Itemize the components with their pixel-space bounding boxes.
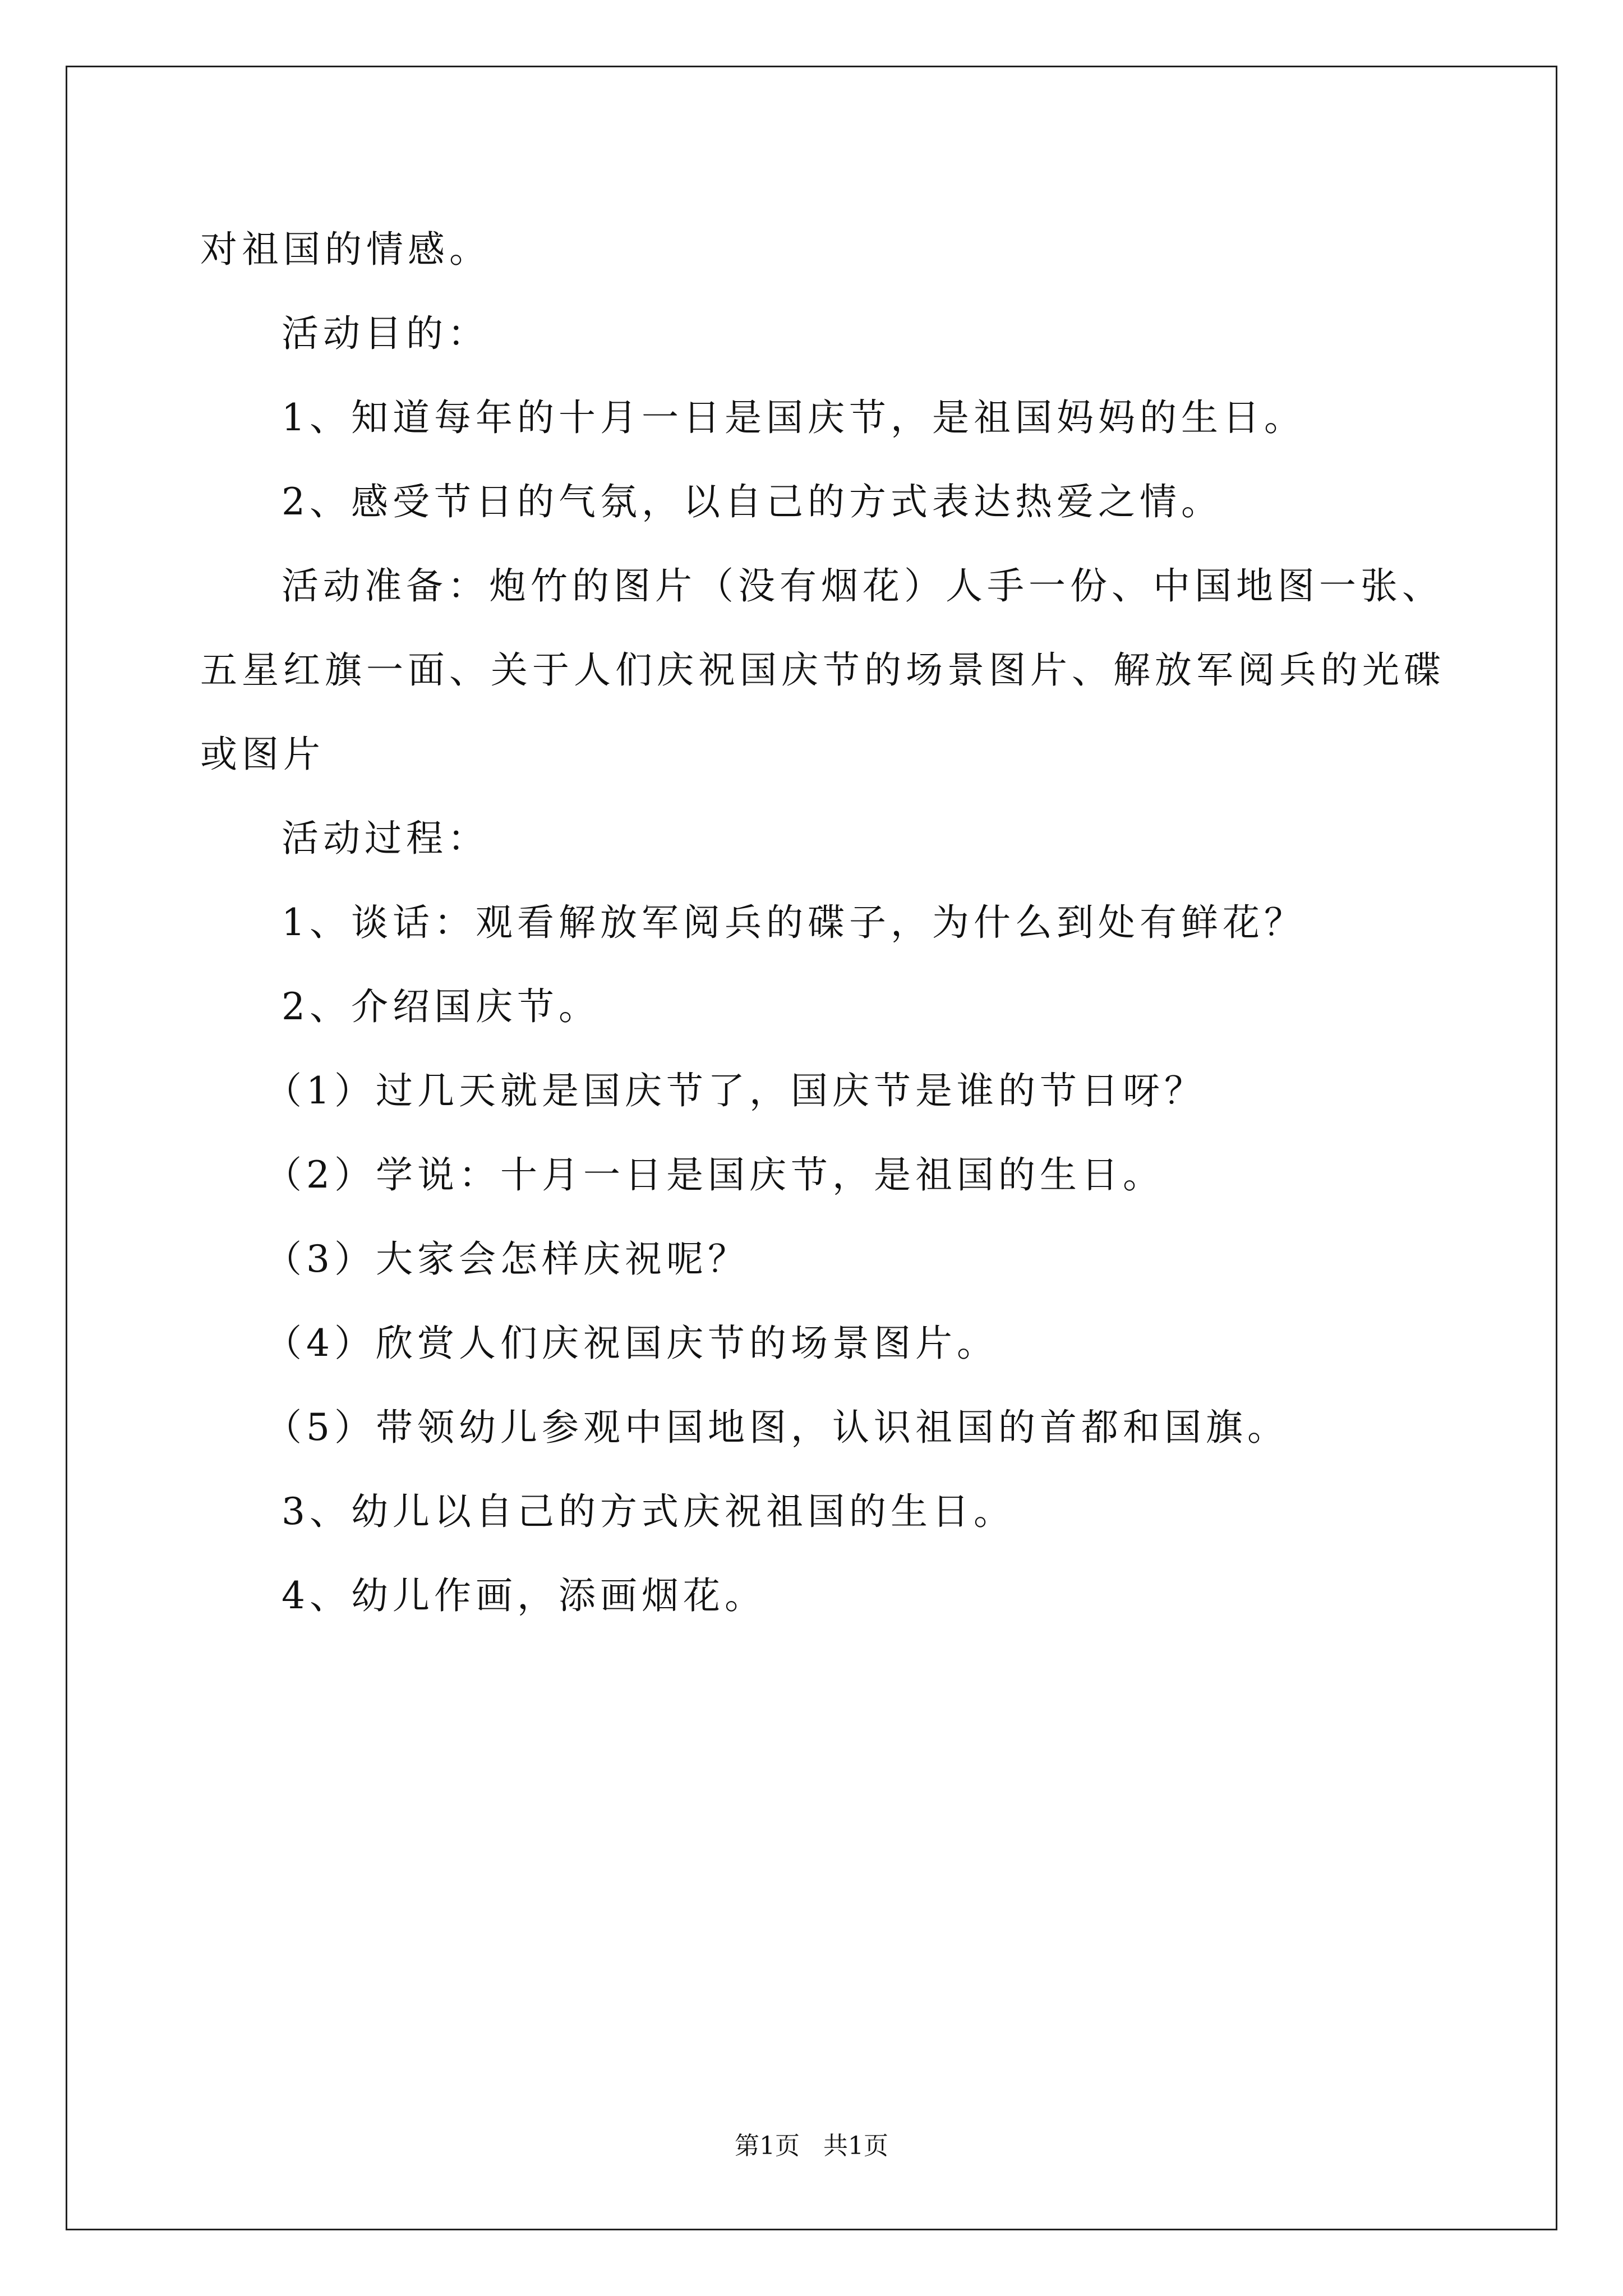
list-item: 1、知道每年的十月一日是国庆节，是祖国妈妈的生日。 <box>282 396 1306 439</box>
section-heading-goals: 活动目的： <box>282 312 489 355</box>
section-heading-preparation: 活动准备：炮竹的图片（没有烟花）人手一份、中国地图一张、 <box>282 564 1444 608</box>
paragraph-line: 五星红旗一面、关于人们庆祝国庆节的场景图片、解放军阅兵的光碟 <box>200 648 1445 692</box>
list-item: 2、感受节日的气氛，以自己的方式表达热爱之情。 <box>282 480 1223 523</box>
page-footer: 第1页 共1页 <box>735 2132 888 2160</box>
list-item: 3、幼儿以自己的方式庆祝祖国的生日。 <box>282 1490 1015 1533</box>
paragraph-line: 对祖国的情感。 <box>200 228 491 271</box>
sub-list-item: （5）带领幼儿参观中国地图，认识祖国的首都和国旗。 <box>265 1406 1289 1449</box>
list-item: 1、谈话：观看解放军阅兵的碟子，为什么到处有鲜花？ <box>282 901 1306 944</box>
list-item: 4、幼儿作画，添画烟花。 <box>282 1574 766 1617</box>
section-heading-process: 活动过程： <box>282 817 489 860</box>
paragraph-line: 或图片 <box>200 733 325 776</box>
page-border <box>66 66 1557 2230</box>
list-item: 2、介绍国庆节。 <box>282 985 600 1028</box>
sub-list-item: （3）大家会怎样庆祝呢？ <box>265 1237 749 1281</box>
sub-list-item: （1）过几天就是国庆节了，国庆节是谁的节日呀？ <box>265 1069 1206 1112</box>
sub-list-item: （2）学说：十月一日是国庆节，是祖国的生日。 <box>265 1153 1164 1197</box>
sub-list-item: （4）欣赏人们庆祝国庆节的场景图片。 <box>265 1322 998 1365</box>
